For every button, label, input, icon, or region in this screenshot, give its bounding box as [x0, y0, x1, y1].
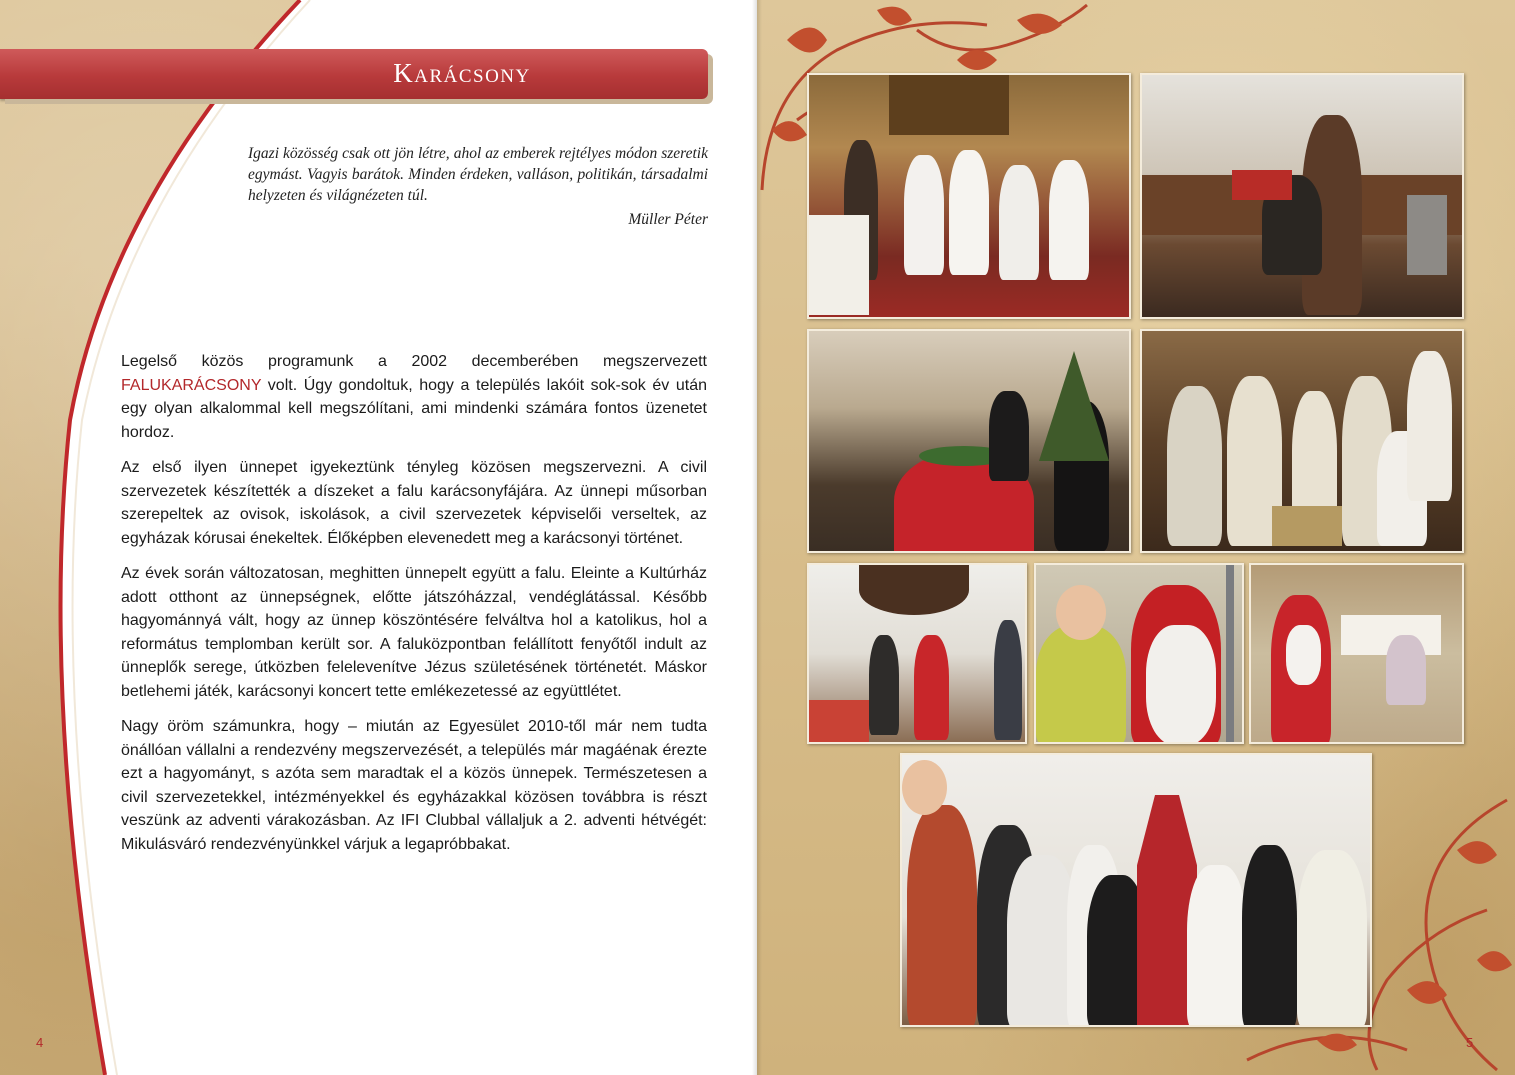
church-children-choir-photo [807, 73, 1131, 319]
santa-with-child-photo [1249, 563, 1464, 744]
page-number-left: 4 [36, 1035, 44, 1050]
page-number-right: 5 [1466, 1035, 1474, 1050]
paragraph-4: Nagy öröm számunkra, hogy – miután az Egyesület 2010-től már nem tudta önállóan vállalni a rendezvény megszervezését, a település már magáénak érezte ezt a hagyományt, s azóta sem maradtak el a közös ünnepek. Természetesen a civil szervezetekkel, intézményekkel és egyházakkal közösen továbbra is részt veszünk az adventi várakozásban. Az IFI Clubbal vállaljuk a 2. adventi hétvégét: Mikulásváró rendezvényünkkel várjuk a legapróbbakat. [121, 718, 707, 853]
book-gutter [752, 0, 762, 1075]
group-with-saint-nicholas-photo [900, 753, 1372, 1027]
quote-text: Igazi közösség csak ott jön létre, ahol az emberek rejtélyes módon szeretik egymást. Vagyis barátok. Minden érdeken, valláson, politikán, társadalmi helyzeten és világnézeten túl. [248, 145, 708, 204]
advent-wreath-table-photo [807, 329, 1131, 553]
right-page [757, 0, 1515, 1075]
page-title: Karácsony [393, 58, 531, 88]
paragraph-3: Az évek során változatosan, meghitten ünnepelt együtt a falu. Eleinte a Kultúrház adott otthont az ünnepségnek, előtte játszóházzal, vendéglátással. Később hagyománnyá vált, hogy az ünnep köszöntésére felváltva hol a katolikus, hol a református templomban került sor. A faluközpontban felállított fenyőtől indult az ünneplők serege, útközben felelevenítve Jézus születésének történetét. Máskor betlehemi játék, karácsonyi koncert tette emlékezetessé az együttlétet. [121, 565, 707, 700]
santa-closeup-photo [1034, 563, 1244, 744]
paragraph-1: Legelső közös programunk a 2002 decemberében megszervezett FALUKARÁCSONY volt. Úgy gondoltuk, hogy a település lakóit sok-sok év után egy olyan alkalommal kell megszólítani, ami mindenki számára fontos üzenetet hordoz. [121, 353, 707, 441]
paragraph-2: Az első ilyen ünnepet igyekeztünk tényleg közösen megszervezni. A civil szervezetek készítették a díszeket a falu karácsonyfájára. Az ünnepi műsorban szerepeltek az ovisok, iskolások, a civil szervezetek képviselői verseltek, az egyházak kórusai énekeltek. Élőképben elevenedett meg a karácsonyi történet. [121, 459, 707, 547]
boy-and-santa-photo [807, 563, 1027, 744]
falukaracsony-highlight: FALUKARÁCSONY [121, 376, 262, 394]
article-body [121, 350, 707, 868]
shepherds-nativity-play-photo [1140, 329, 1464, 553]
quote-author: Müller Péter [628, 211, 708, 228]
left-page [0, 0, 757, 1075]
church-nativity-play-photo [1140, 73, 1464, 319]
